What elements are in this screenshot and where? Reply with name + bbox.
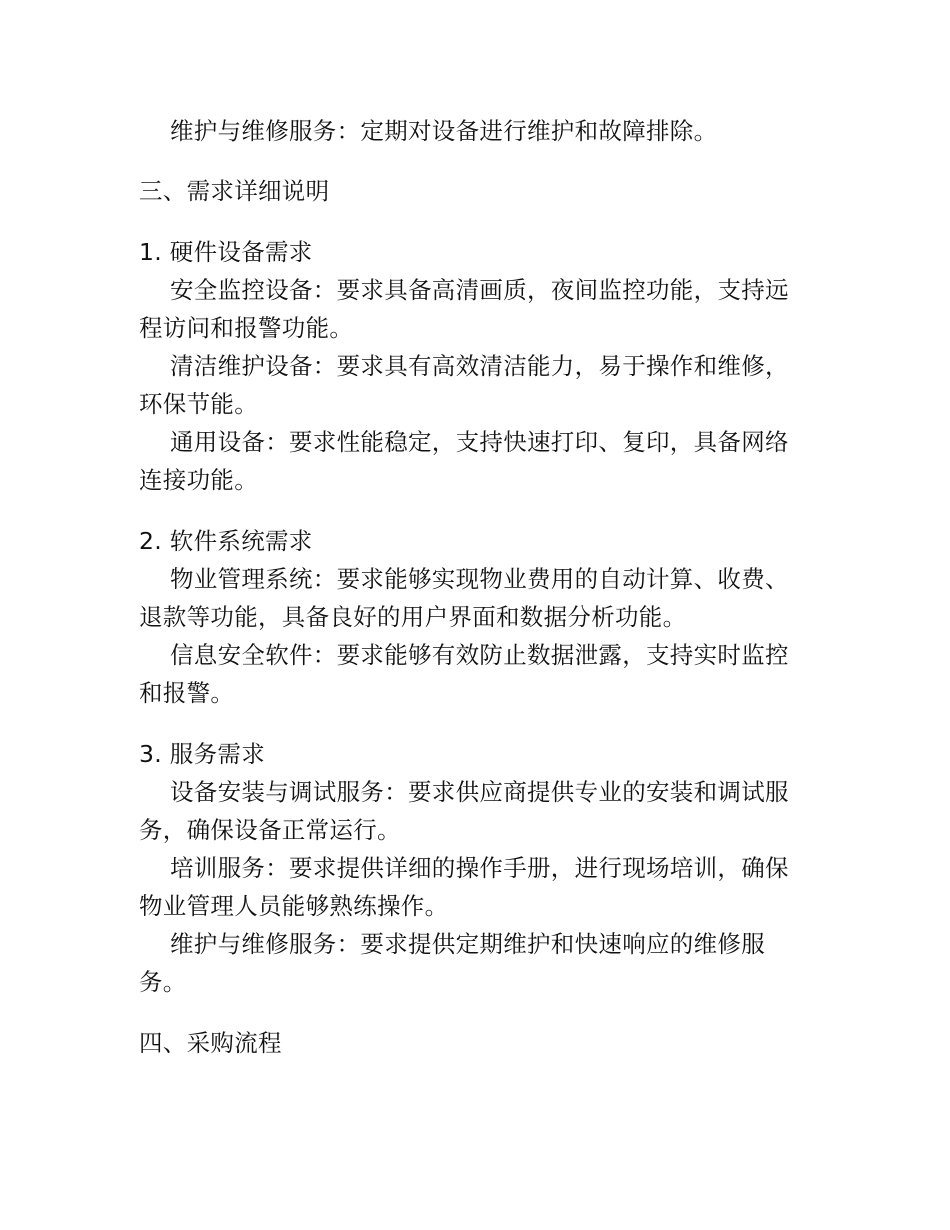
service-requirements-heading: 3. 服务需求 xyxy=(139,740,265,768)
service-item-installation: 设备安装与调试服务：要求供应商提供专业的安装和调试服务，确保设备正常运行。 xyxy=(139,778,789,844)
software-item-information-security: 信息安全软件：要求能够有效防止数据泄露，支持实时监控和报警。 xyxy=(139,641,789,707)
section-four-heading: 四、采购流程 xyxy=(139,1029,282,1057)
service-item-training: 培训服务：要求提供详细的操作手册，进行现场培训，确保物业管理人员能够熟练操作。 xyxy=(139,854,789,920)
hardware-item-security-monitoring: 安全监控设备：要求具备高清画质，夜间监控功能，支持远程访问和报警功能。 xyxy=(139,276,789,342)
hardware-requirements-heading: 1. 硬件设备需求 xyxy=(139,238,313,266)
section-three-heading: 三、需求详细说明 xyxy=(139,177,330,205)
intro-maintenance-paragraph: 维护与维修服务：定期对设备进行维护和故障排除。 xyxy=(170,117,718,145)
service-item-maintenance: 维护与维修服务：要求提供定期维护和快速响应的维修服务。 xyxy=(139,930,765,996)
software-requirements-heading: 2. 软件系统需求 xyxy=(139,527,313,555)
hardware-item-cleaning-equipment: 清洁维护设备：要求具有高效清洁能力，易于操作和维修，环保节能。 xyxy=(139,352,789,418)
hardware-item-general-equipment: 通用设备：要求性能稳定，支持快速打印、复印，具备网络连接功能。 xyxy=(139,428,789,494)
software-item-property-management: 物业管理系统：要求能够实现物业费用的自动计算、收费、退款等功能，具备良好的用户界面和数据分析功能。 xyxy=(139,565,789,631)
